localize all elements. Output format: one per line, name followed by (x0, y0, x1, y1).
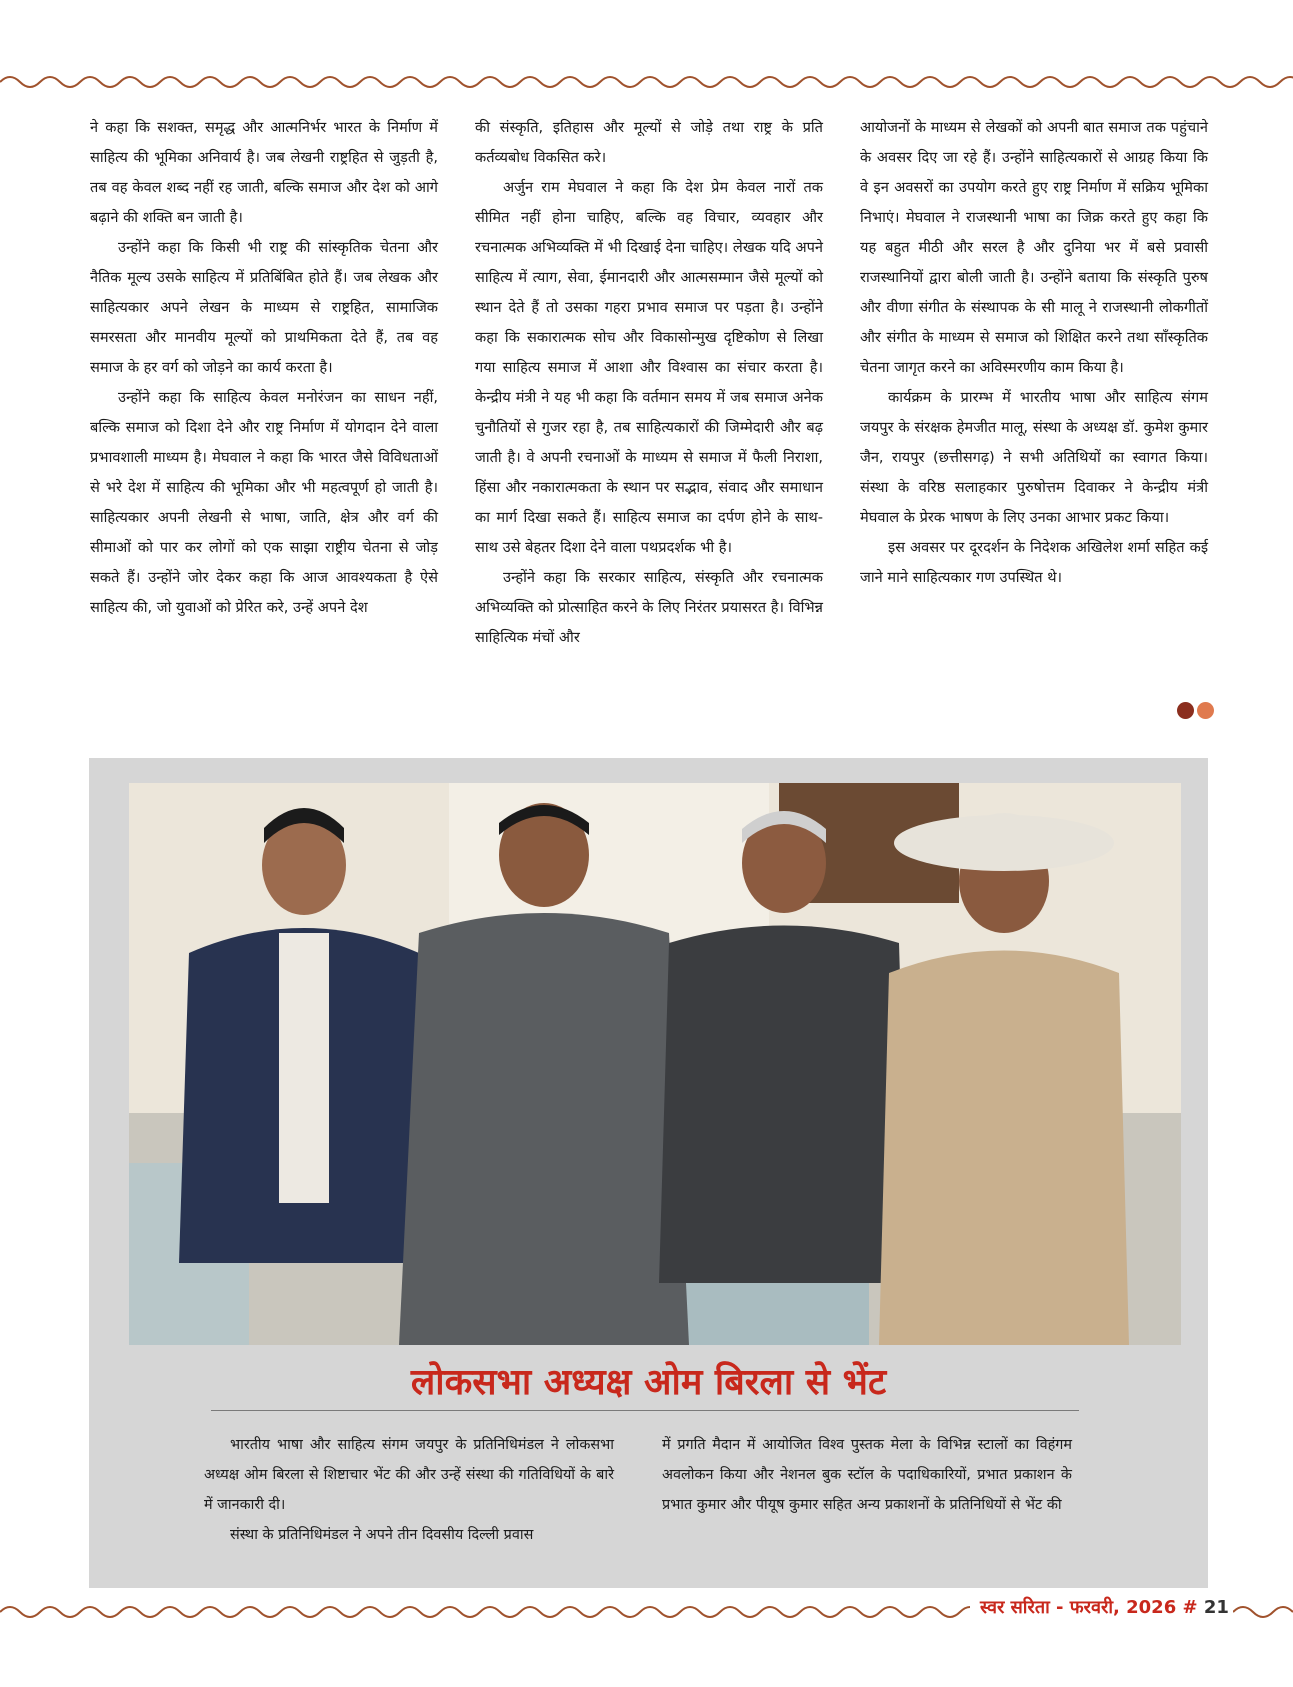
article-column-1 (90, 113, 438, 623)
article-paragraph: ने कहा कि सशक्त, समृद्ध और आत्मनिर्भर भारत के निर्माण में साहित्य की भूमिका अनिवार्य है। जब लेखनी राष्ट्रहित से जुड़ती है, तब वह केवल शब्द नहीं रह जाती, बल्कि समाज और देश को आगे बढ़ाने की शक्ति बन जाती है। (90, 119, 438, 226)
article-column-3 (860, 113, 1208, 593)
article-paragraph: उन्होंने कहा कि किसी भी राष्ट्र की सांस्कृतिक चेतना और नैतिक मूल्य उसके साहित्य में प्रतिबिंबित होते हैं। जब लेखक और साहित्यकार अपने लेखन के माध्यम से राष्ट्रहित, सामाजिक समरसता और मानवीय मूल्यों को प्राथमिकता देते हैं, तब वह समाज के हर वर्ग को जोड़ने का कार्य करता है। (90, 239, 438, 376)
end-dot-dark (1177, 702, 1194, 719)
article-paragraph: आयोजनों के माध्यम से लेखकों को अपनी बात समाज तक पहुंचाने के अवसर दिए जा रहे हैं। उन्होंने साहित्यकारों से आग्रह किया कि वे इन अवसरों का उपयोग करते हुए राष्ट्र निर्माण में सक्रिय भूमिका निभाएं। मेघवाल ने राजस्थानी भाषा का जिक्र करते हुए कहा कि यह बहुत मीठी और सरल है और दुनिया भर में बसे प्रवासी राजस्थानियों द्वारा बोली जाती है। उन्होंने बताया कि संस्कृति पुरुष और वीणा संगीत के संस्थापक के सी मालू ने राजस्थानी लोकगीतों और संगीत के माध्यम से समाज को शिक्षित करने तथा साँस्कृतिक चेतना जागृत करने का अविस्मरणीय काम किया है। (860, 119, 1208, 376)
article-paragraph: अर्जुन राम मेघवाल ने कहा कि देश प्रेम केवल नारों तक सीमित नहीं होना चाहिए, बल्कि वह विचार, व्यवहार और रचनात्मक अभिव्यक्ति में भी दिखाई देना चाहिए। लेखक यदि अपने साहित्य में त्याग, सेवा, ईमानदारी और आत्मसम्मान जैसे मूल्यों को स्थान देते हैं तो उसका गहरा प्रभाव समाज पर पड़ता है। उन्होंने कहा कि सकारात्मक सोच और विकासोन्मुख दृष्टिकोण से लिखा गया साहित्य समाज में आशा और विश्वास का संचार करता है। केन्द्रीय मंत्री ने यह भी कहा कि वर्तमान समय में जब समाज अनेक चुनौतियों से गुजर रहा है, तब साहित्यकारों की जिम्मेदारी और बढ़ जाती है। वे अपनी रचनाओं के माध्यम से समाज में फैली निराशा, हिंसा और नकारात्मकता के स्थान पर सद्भाव, संवाद और समाधान का मार्ग दिखा सकते हैं। साहित्य समाज का दर्पण होने के साथ-साथ उसे बेहतर दिशा देने वाला पथप्रदर्शक भी है। (475, 179, 823, 556)
bottom-wave-border (0, 1600, 970, 1620)
article-body (90, 113, 1210, 713)
group-photo (129, 783, 1181, 1345)
caption-paragraph: में प्रगति मैदान में आयोजित विश्व पुस्तक मेला के विभिन्न स्टालों का विहंगम अवलोकन किया और नेशनल बुक स्टॉल के पदाधिकारियों, प्रभात प्रकाशन के प्रभात कुमार और पीयूष कुमार सहित अन्य प्रकाशनों के प्रतिनिधियों से भेंट की (662, 1437, 1072, 1513)
page-number: 21 (1203, 1597, 1229, 1618)
photo-caption-left (204, 1430, 614, 1550)
page-footer (980, 1595, 1230, 1625)
photo-caption-right (662, 1430, 1072, 1520)
photo-headline: लोकसभा अध्यक्ष ओम बिरला से भेंट (410, 1362, 887, 1403)
end-of-article-dots (1177, 702, 1219, 720)
article-paragraph: उन्होंने कहा कि साहित्य केवल मनोरंजन का साधन नहीं, बल्कि समाज को दिशा देने और राष्ट्र निर्माण में योगदान देने वाला प्रभावशाली माध्यम है। मेघवाल ने कहा कि भारत जैसे विविधताओं से भरे देश में साहित्य की भूमिका और भी महत्वपूर्ण हो जाती है। साहित्यकार अपनी लेखनी से भाषा, जाति, क्षेत्र और वर्ग की सीमाओं को पार कर लोगों को एक साझा राष्ट्रीय चेतना से जोड़ सकते हैं। उन्होंने जोर देकर कहा कि आज आवश्यकता है ऐसे साहित्य की, जो युवाओं को प्रेरित करे, उन्हें अपने देश (90, 389, 438, 616)
caption-paragraph: संस्था के प्रतिनिधिमंडल ने अपने तीन दिवसीय दिल्ली प्रवास (230, 1527, 534, 1543)
page-separator: # (1176, 1597, 1204, 1618)
article-paragraph: कार्यक्रम के प्रारम्भ में भारतीय भाषा और साहित्य संगम जयपुर के संरक्षक हेमजीत मालू, संस्था के अध्यक्ष डॉ. कुमेश कुमार जैन, रायपुर (छत्तीसगढ़) ने सभी अतिथियों का स्वागत किया। संस्था के वरिष्ठ सलाहकार पुरुषोत्तम दिवाकर ने केन्द्रीय मंत्री मेघवाल के प्रेरक भाषण के लिए उनका आभार प्रकट किया। (860, 389, 1208, 526)
magazine-name-date: स्वर सरिता - फरवरी, 2026 (980, 1597, 1177, 1618)
top-wave-border (0, 70, 1293, 90)
group-photo-illustration (129, 783, 1181, 1345)
article-column-2 (475, 113, 823, 653)
caption-paragraph: भारतीय भाषा और साहित्य संगम जयपुर के प्रतिनिधिमंडल ने लोकसभा अध्यक्ष ओम बिरला से शिष्टाचार भेंट की और उन्हें संस्था की गतिविधियों के बारे में जानकारी दी। (204, 1437, 614, 1513)
end-dot-light (1197, 702, 1214, 719)
article-paragraph: उन्होंने कहा कि सरकार साहित्य, संस्कृति और रचनात्मक अभिव्यक्ति को प्रोत्साहित करने के लिए निरंतर प्रयासरत है। विभिन्न साहित्यिक मंचों और (475, 569, 823, 646)
photo-feature-panel (89, 758, 1208, 1588)
bottom-wave-border-right (1233, 1600, 1293, 1620)
article-paragraph: इस अवसर पर दूरदर्शन के निदेशक अखिलेश शर्मा सहित कई जाने माने साहित्यकार गण उपस्थित थे। (860, 539, 1208, 586)
article-paragraph: की संस्कृति, इतिहास और मूल्यों से जोड़े तथा राष्ट्र के प्रति कर्तव्यबोध विकसित करे। (475, 119, 823, 166)
headline-divider (211, 1410, 1079, 1411)
